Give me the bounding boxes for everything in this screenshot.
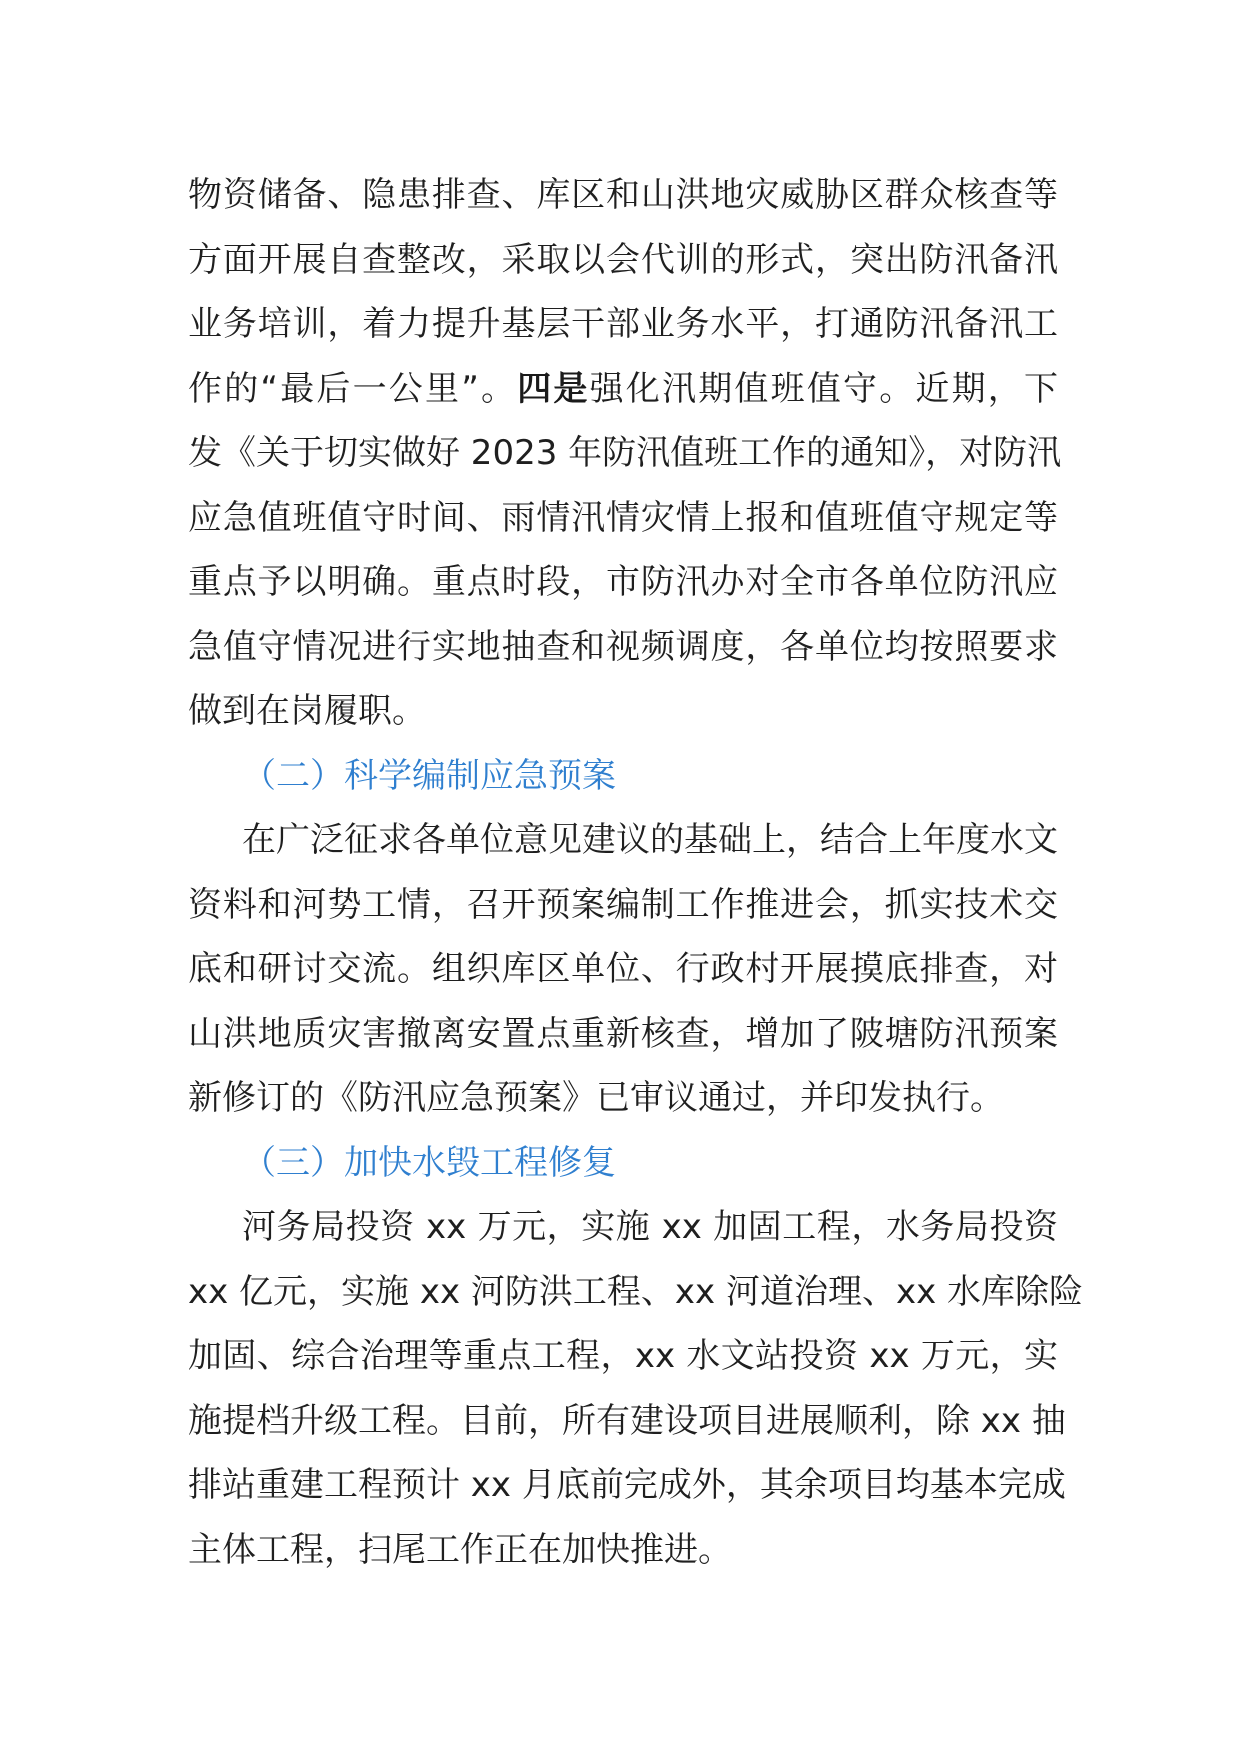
emphasis-fourth: 四是	[517, 368, 590, 409]
text-line: 施提档升级工程。目前，所有建设项目进展顺利，除 xx 抽	[188, 1400, 1066, 1441]
text-line: 做到在岗履职。	[188, 691, 426, 731]
text-line: 山洪地质灾害撤离安置点重新核查，增加了陂塘防汛预案	[188, 1013, 1058, 1054]
text-line: 主体工程，扫尾工作正在加快推进。	[188, 1529, 732, 1570]
text-line: 急值守情况进行实地抽查和视频调度，各单位均按照要求	[188, 626, 1058, 667]
text-line: 应急值班值守时间、雨情汛情灾情上报和值班值守规定等	[188, 497, 1058, 538]
text-line: 排站重建工程预计 xx 月底前完成外，其余项目均基本完成	[188, 1465, 1066, 1505]
text-line: 业务培训，着力提升基层干部业务水平，打通防汛备汛工	[188, 304, 1058, 344]
paragraph-flood-repair	[188, 1195, 1084, 1582]
text-line: 河务局投资 xx 万元，实施 xx 加固工程，水务局投资	[242, 1207, 1058, 1247]
text-line: 发《关于切实做好 2023 年防汛值班工作的通知》，对防汛	[188, 433, 1062, 473]
section-heading-emergency-plan: （二）科学编制应急预案	[242, 755, 616, 796]
text-line: 物资储备、隐患排查、库区和山洪地灾威胁区群众核查等	[188, 175, 1058, 215]
paragraph-emergency-plan	[188, 808, 1058, 1131]
paragraph-duty	[188, 163, 1062, 744]
text-line-with-emphasis	[188, 357, 1058, 422]
text-run: 强化汛期值班值守。近期，下	[589, 368, 1059, 409]
text-line: 资料和河势工情，召开预案编制工作推进会，抓实技术交	[188, 884, 1058, 925]
text-line: xx 亿元，实施 xx 河防洪工程、xx 河道治理、xx 水库除险	[188, 1271, 1084, 1312]
text-run: 作的“最后一公里”。	[188, 368, 518, 409]
section-heading-flood-repair: （三）加快水毁工程修复	[242, 1142, 616, 1183]
text-line: 在广泛征求各单位意见建议的基础上，结合上年度水文	[242, 820, 1058, 860]
text-line: 新修订的《防汛应急预案》已审议通过，并印发执行。	[188, 1078, 1004, 1118]
text-line: 加固、综合治理等重点工程，xx 水文站投资 xx 万元，实	[188, 1336, 1058, 1376]
document-page	[188, 163, 1084, 1582]
text-line: 底和研讨交流。组织库区单位、行政村开展摸底排查，对	[188, 949, 1058, 989]
text-line: 重点予以明确。重点时段，市防汛办对全市各单位防汛应	[188, 562, 1058, 602]
text-line: 方面开展自查整改，采取以会代训的形式，突出防汛备汛	[188, 239, 1058, 280]
